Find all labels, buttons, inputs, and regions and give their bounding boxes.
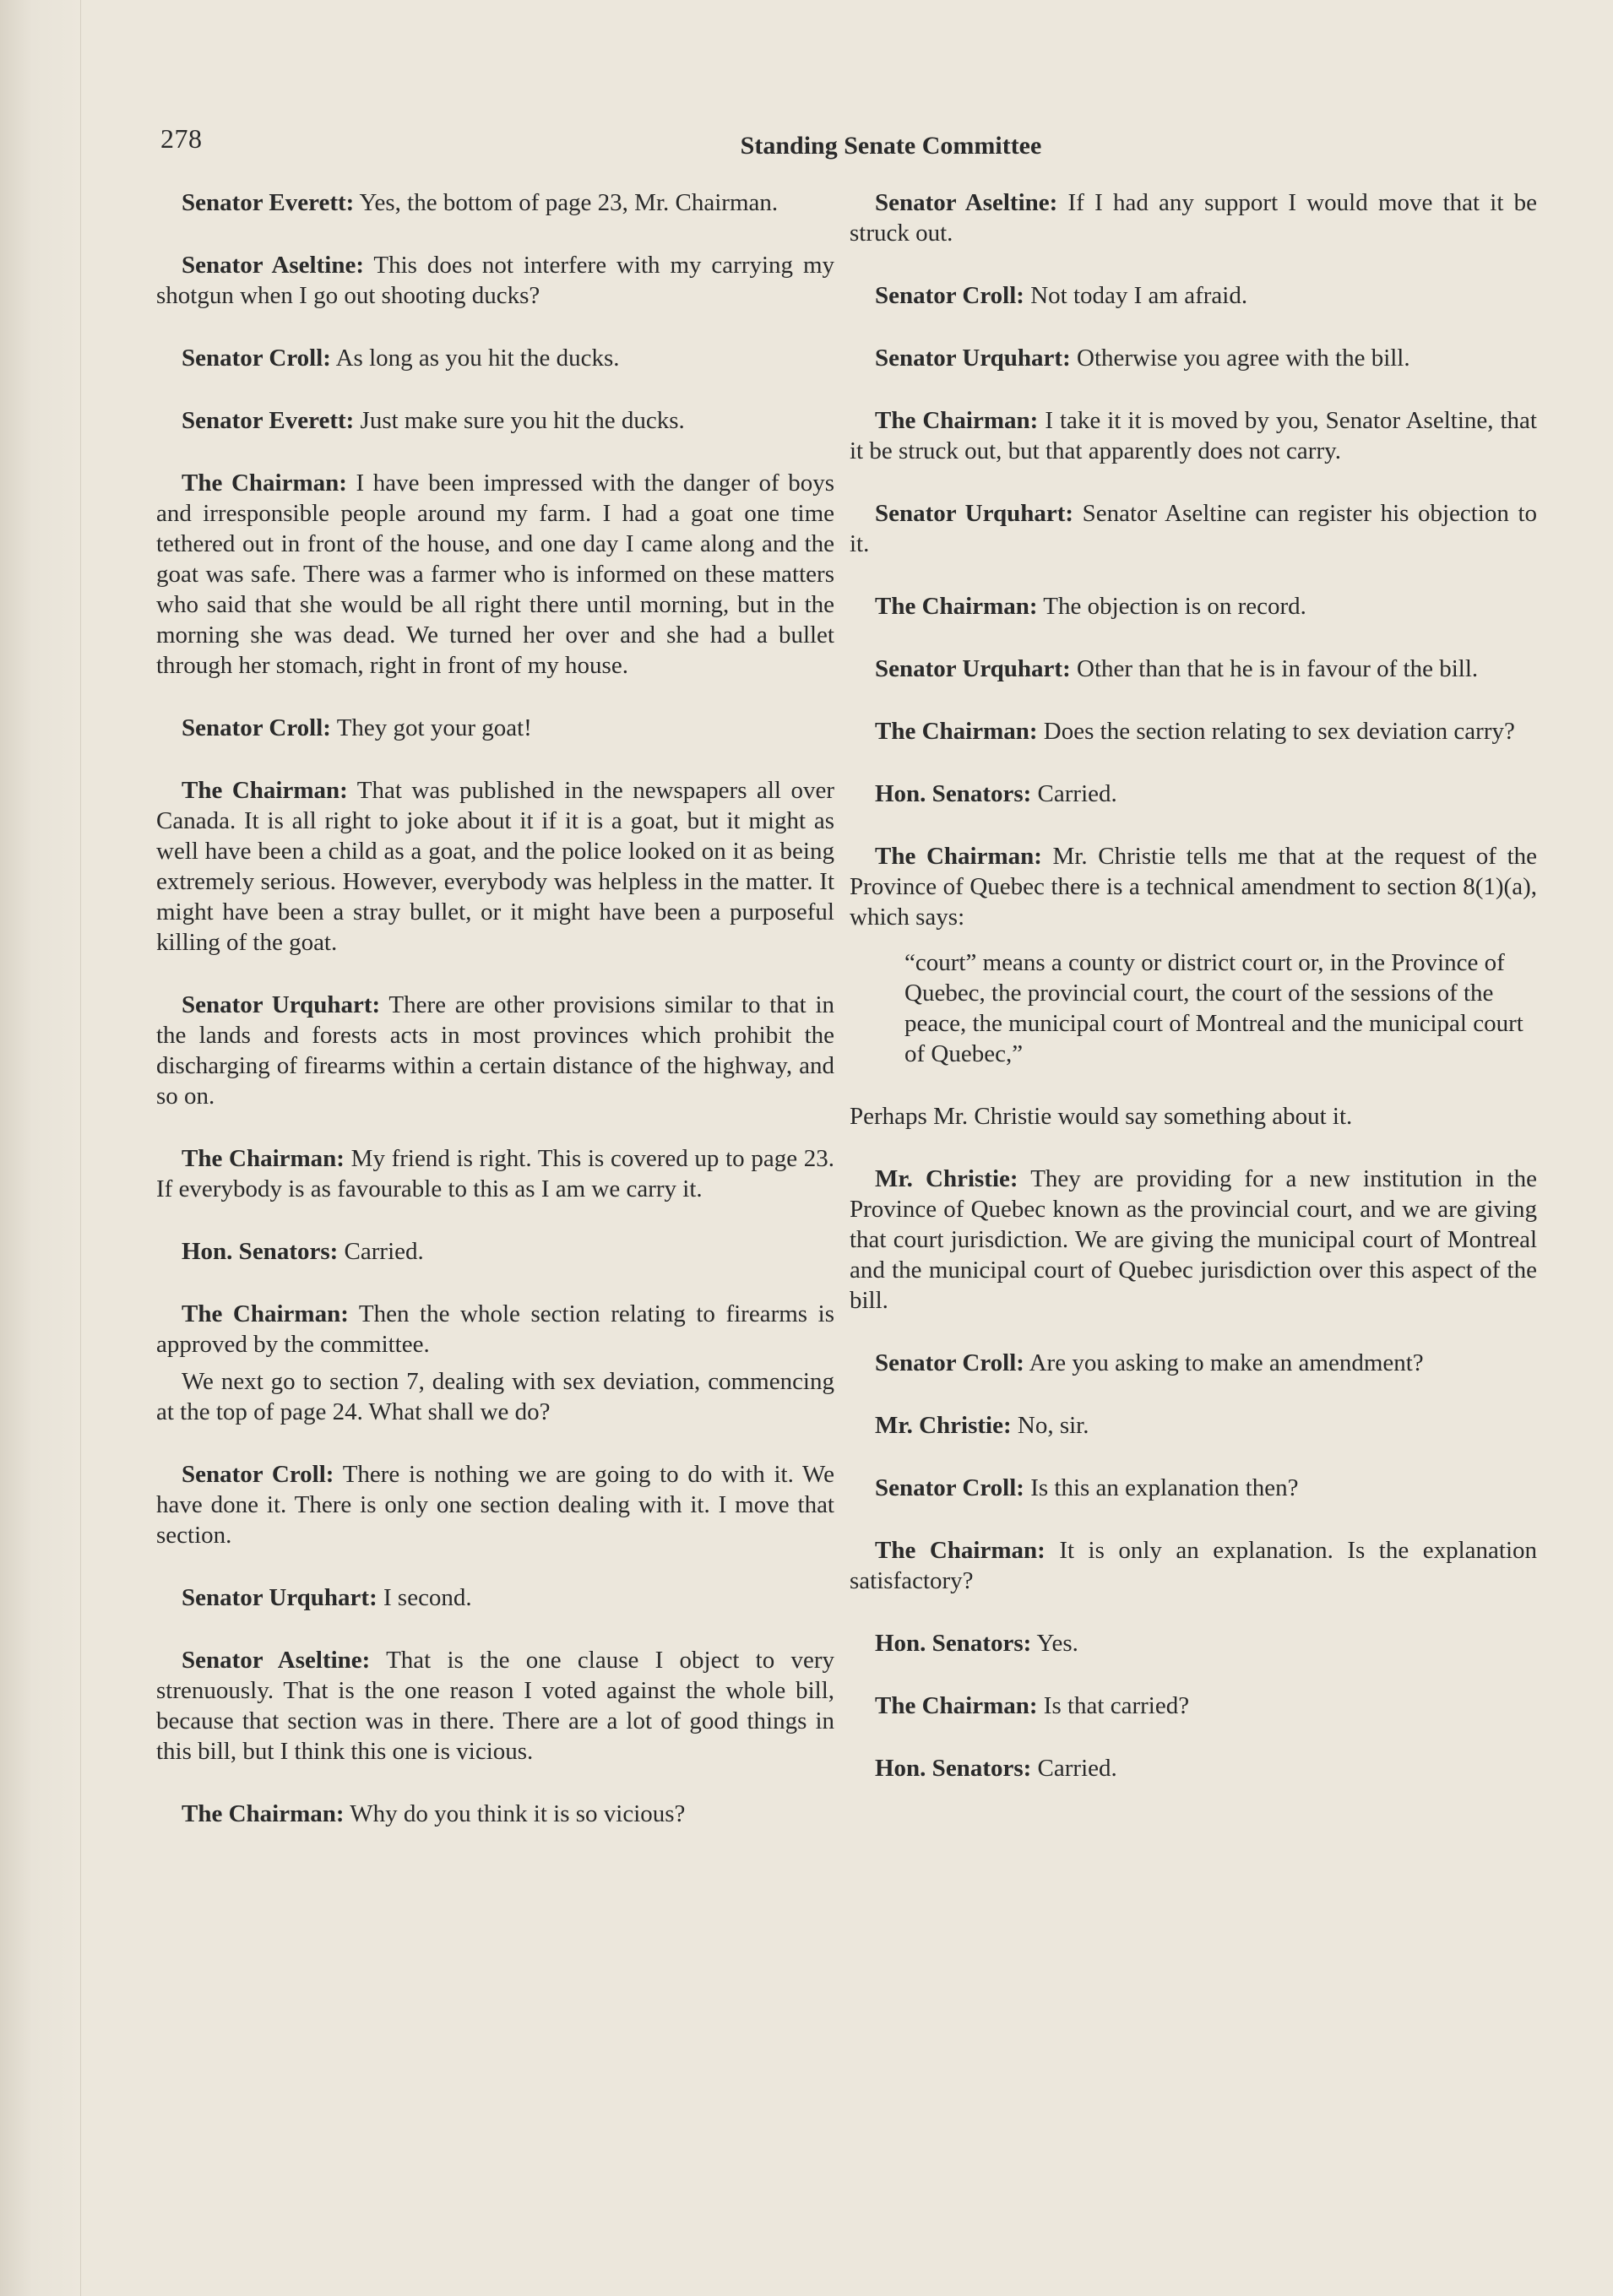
speaker-name: Senator Aseltine: [182, 1647, 371, 1674]
transcript-paragraph [156, 990, 834, 1111]
speaker-name: Senator Croll: [875, 282, 1024, 309]
speech-text: Is this an explanation then? [1030, 1474, 1299, 1501]
speech-text: Is that carried? [1043, 1692, 1190, 1719]
transcript-paragraph [850, 1164, 1537, 1316]
transcript-paragraph [850, 591, 1537, 621]
speaker-name: Senator Urquhart: [182, 991, 381, 1018]
speaker-name: Mr. Christie: [875, 1165, 1018, 1192]
page-number: 278 [160, 123, 203, 154]
speech-text: It is only an explanation. Is the explanation satisfactory? [850, 1537, 1538, 1594]
transcript-paragraph [850, 841, 1537, 932]
transcript-paragraph [850, 779, 1537, 809]
transcript-paragraph [850, 1691, 1537, 1721]
transcript-paragraph [156, 1645, 834, 1767]
transcript-paragraph [850, 343, 1537, 373]
speech-text: That is the one clause I object to very strenuously. That is the one reason I voted against the whole bill, because that section was in there. There are a lot of good things in this bill, but I think this one is vicious. [156, 1647, 834, 1765]
right-column [850, 187, 1537, 1816]
speech-text: We next go to section 7, dealing with sex deviation, commencing at the top of page 24. What shall we do? [156, 1368, 834, 1425]
transcript-paragraph [156, 1582, 834, 1613]
transcript-paragraph [850, 1535, 1537, 1596]
transcript-paragraph [850, 1473, 1537, 1503]
speaker-name: The Chairman: [875, 593, 1038, 620]
transcript-paragraph [850, 1753, 1537, 1783]
speech-text: This does not interfere with my carrying my shotgun when I go out shooting ducks? [156, 252, 835, 309]
speaker-name: Hon. Senators: [875, 1630, 1032, 1657]
speech-text: Not today I am afraid. [1030, 282, 1248, 309]
speaker-name: The Chairman: [875, 1537, 1045, 1564]
left-column [156, 187, 834, 1861]
speech-text: No, sir. [1017, 1412, 1089, 1439]
transcript-paragraph [156, 1236, 834, 1267]
speech-text: I second. [383, 1584, 472, 1611]
transcript-paragraph [850, 1628, 1537, 1658]
speech-text: Senator Aseltine can register his objection to it. [850, 500, 1537, 557]
running-title-text: Standing Senate Committee [740, 132, 1042, 160]
speech-text: Carried. [1037, 1755, 1117, 1782]
transcript-paragraph [850, 1101, 1537, 1132]
speaker-name: Hon. Senators: [182, 1238, 339, 1265]
speaker-name: Senator Croll: [875, 1349, 1024, 1376]
speaker-name: Senator Everett: [182, 407, 355, 434]
speaker-name: Senator Aseltine: [182, 252, 364, 279]
transcript-paragraph [156, 250, 834, 311]
speaker-name: Senator Croll: [182, 345, 331, 372]
speech-text: If I had any support I would move that it be struck out. [850, 189, 1538, 247]
transcript-paragraph [156, 343, 834, 373]
speaker-name: The Chairman: [182, 1300, 349, 1327]
quoted-definition: “court” means a county or district court or, in the Province of Quebec, the provincial court, the court of the sessions of the peace, the municipal court of Montreal and the municipal court of Quebec,” [904, 949, 1523, 1067]
transcript-paragraph [156, 713, 834, 743]
speech-text: Perhaps Mr. Christie would say something about it. [850, 1103, 1353, 1130]
speech-text: Other than that he is in favour of the bill. [1077, 655, 1479, 682]
speech-text: The objection is on record. [1043, 593, 1306, 620]
speaker-name: Hon. Senators: [875, 780, 1032, 807]
speech-text: They got your goat! [336, 714, 532, 741]
transcript-paragraph [156, 1366, 834, 1427]
transcript-paragraph [156, 187, 834, 218]
transcript-paragraph [850, 405, 1537, 466]
speaker-name: Senator Urquhart: [875, 345, 1071, 372]
transcript-paragraph [156, 1459, 834, 1550]
speech-text: As long as you hit the ducks. [335, 345, 620, 372]
speech-text: Carried. [1037, 780, 1117, 807]
transcript-paragraph [156, 405, 834, 436]
transcript-paragraph [850, 1348, 1537, 1378]
transcript-paragraph [156, 468, 834, 681]
speaker-name: The Chairman: [875, 407, 1039, 434]
transcript-paragraph [156, 1799, 834, 1829]
speech-text: That was published in the newspapers all over Canada. It is all right to joke about it if it is a goat, but it might as well have been a child as a goat, and the police looked on it as being extremely serious. However, everybody was helpless in the matter. It might have been a stray bullet, or it might have been a purposeful killing of the goat. [156, 777, 834, 956]
speech-text: There are other provisions similar to that in the lands and forests acts in most provinces which prohibit the discharging of firearms within a certain distance of the highway, and so on. [156, 991, 835, 1110]
speech-text: I take it it is moved by you, Senator Aseltine, that it be struck out, but that apparently does not carry. [850, 407, 1537, 464]
speaker-name: Senator Everett: [182, 189, 355, 216]
speech-text: Just make sure you hit the ducks. [360, 407, 685, 434]
speaker-name: The Chairman: [182, 1145, 345, 1172]
speech-text: There is nothing we are going to do with it. We have done it. There is only one section dealing with it. I move that section. [156, 1461, 834, 1549]
transcript-paragraph [156, 775, 834, 958]
speaker-name: Senator Urquhart: [875, 500, 1074, 527]
speech-text: They are providing for a new institution in the Province of Quebec known as the provincial court, and we are giving that court jurisdiction. We are giving the municipal court of Montreal and the municipal court of Quebec jurisdiction over this aspect of the bill. [850, 1165, 1537, 1314]
speech-text: Are you asking to make an amendment? [1029, 1349, 1424, 1376]
speech-text: Does the section relating to sex deviation carry? [1043, 718, 1515, 745]
speaker-name: Senator Croll: [182, 1461, 334, 1488]
speaker-name: Mr. Christie: [875, 1412, 1012, 1439]
speaker-name: The Chairman: [875, 718, 1038, 745]
speech-text: My friend is right. This is covered up to page 23. If everybody is as favourable to this as I am we carry it. [156, 1145, 835, 1202]
speaker-name: Senator Croll: [875, 1474, 1024, 1501]
speaker-name: Senator Aseltine: [875, 189, 1058, 216]
speaker-name: Senator Croll: [182, 714, 331, 741]
speaker-name: Hon. Senators: [875, 1755, 1032, 1782]
transcript-paragraph [156, 1299, 834, 1360]
running-title [0, 132, 1613, 160]
speech-text: Otherwise you agree with the bill. [1077, 345, 1410, 372]
speaker-name: The Chairman: [875, 843, 1042, 870]
speaker-name: The Chairman: [875, 1692, 1038, 1719]
page-binding-edge [0, 0, 81, 2296]
transcript-paragraph [850, 187, 1537, 248]
speech-text: Mr. Christie tells me that at the request of the Province of Quebec there is a technical amendment to section 8(1)(a), which says: [850, 843, 1537, 931]
speaker-name: The Chairman: [182, 470, 347, 497]
speaker-name: The Chairman: [182, 777, 348, 804]
transcript-paragraph [850, 1410, 1537, 1441]
speaker-name: Senator Urquhart: [875, 655, 1071, 682]
speech-text: Yes. [1036, 1630, 1078, 1657]
speech-text: Carried. [344, 1238, 424, 1265]
speech-text: I have been impressed with the danger of boys and irresponsible people around my farm. I had a goat one time tethered out in front of the house, and one day I came along and the goat was safe. There was a farmer who is informed on these matters who said that she would be all right there until morning, but in the morning she was dead. We turned her over and she had a bullet through her stomach, right in front of my house. [156, 470, 835, 679]
speaker-name: The Chairman: [182, 1800, 345, 1827]
transcript-paragraph [850, 716, 1537, 746]
speech-text: Why do you think it is so vicious? [350, 1800, 686, 1827]
transcript-paragraph [850, 498, 1537, 559]
transcript-paragraph [156, 1143, 834, 1204]
transcript-paragraph [850, 280, 1537, 311]
speaker-name: Senator Urquhart: [182, 1584, 377, 1611]
speech-text: Then the whole section relating to firearms is approved by the committee. [156, 1300, 834, 1358]
transcript-paragraph [850, 654, 1537, 684]
speech-text: Yes, the bottom of page 23, Mr. Chairman. [359, 189, 779, 216]
